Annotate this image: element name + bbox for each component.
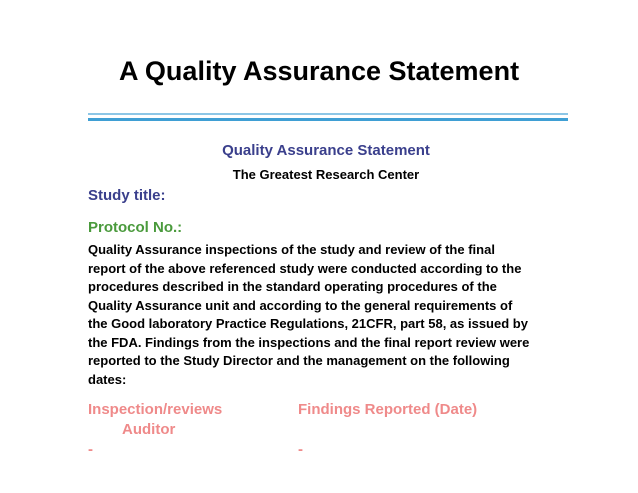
statement-body bbox=[88, 241, 588, 389]
title-divider-thick bbox=[88, 118, 568, 121]
organization-name: The Greatest Research Center bbox=[232, 167, 420, 182]
findings-reported-header: Findings Reported (Date) bbox=[298, 401, 478, 418]
statement-heading: Quality Assurance Statement bbox=[222, 142, 430, 159]
findings-entry-placeholder: - bbox=[298, 441, 303, 458]
body-line: Quality Assurance unit and according to the general requirements of bbox=[88, 297, 513, 313]
auditor-subheader: Auditor bbox=[122, 421, 176, 438]
body-line: procedures described in the standard operating procedures of the bbox=[88, 279, 497, 294]
body-line: dates: bbox=[88, 371, 127, 387]
title-divider-thin bbox=[88, 113, 568, 115]
protocol-number-label: Protocol No.: bbox=[88, 219, 183, 236]
body-line: the FDA. Findings from the inspections and the final report review were bbox=[88, 334, 530, 350]
body-line: reported to the Study Director and the management on the following bbox=[88, 353, 510, 368]
body-line: Quality Assurance inspections of the study and review of the final bbox=[88, 242, 495, 257]
inspection-entry-placeholder: - bbox=[88, 441, 93, 458]
slide-title: A Quality Assurance Statement bbox=[118, 56, 520, 86]
body-line: report of the above referenced study were conducted according to the bbox=[88, 260, 522, 276]
inspection-reviews-header: Inspection/reviews bbox=[88, 401, 223, 418]
study-title-label: Study title: bbox=[88, 187, 166, 204]
body-line: the Good laboratory Practice Regulations, 21CFR, part 58, as issued by bbox=[88, 316, 528, 331]
